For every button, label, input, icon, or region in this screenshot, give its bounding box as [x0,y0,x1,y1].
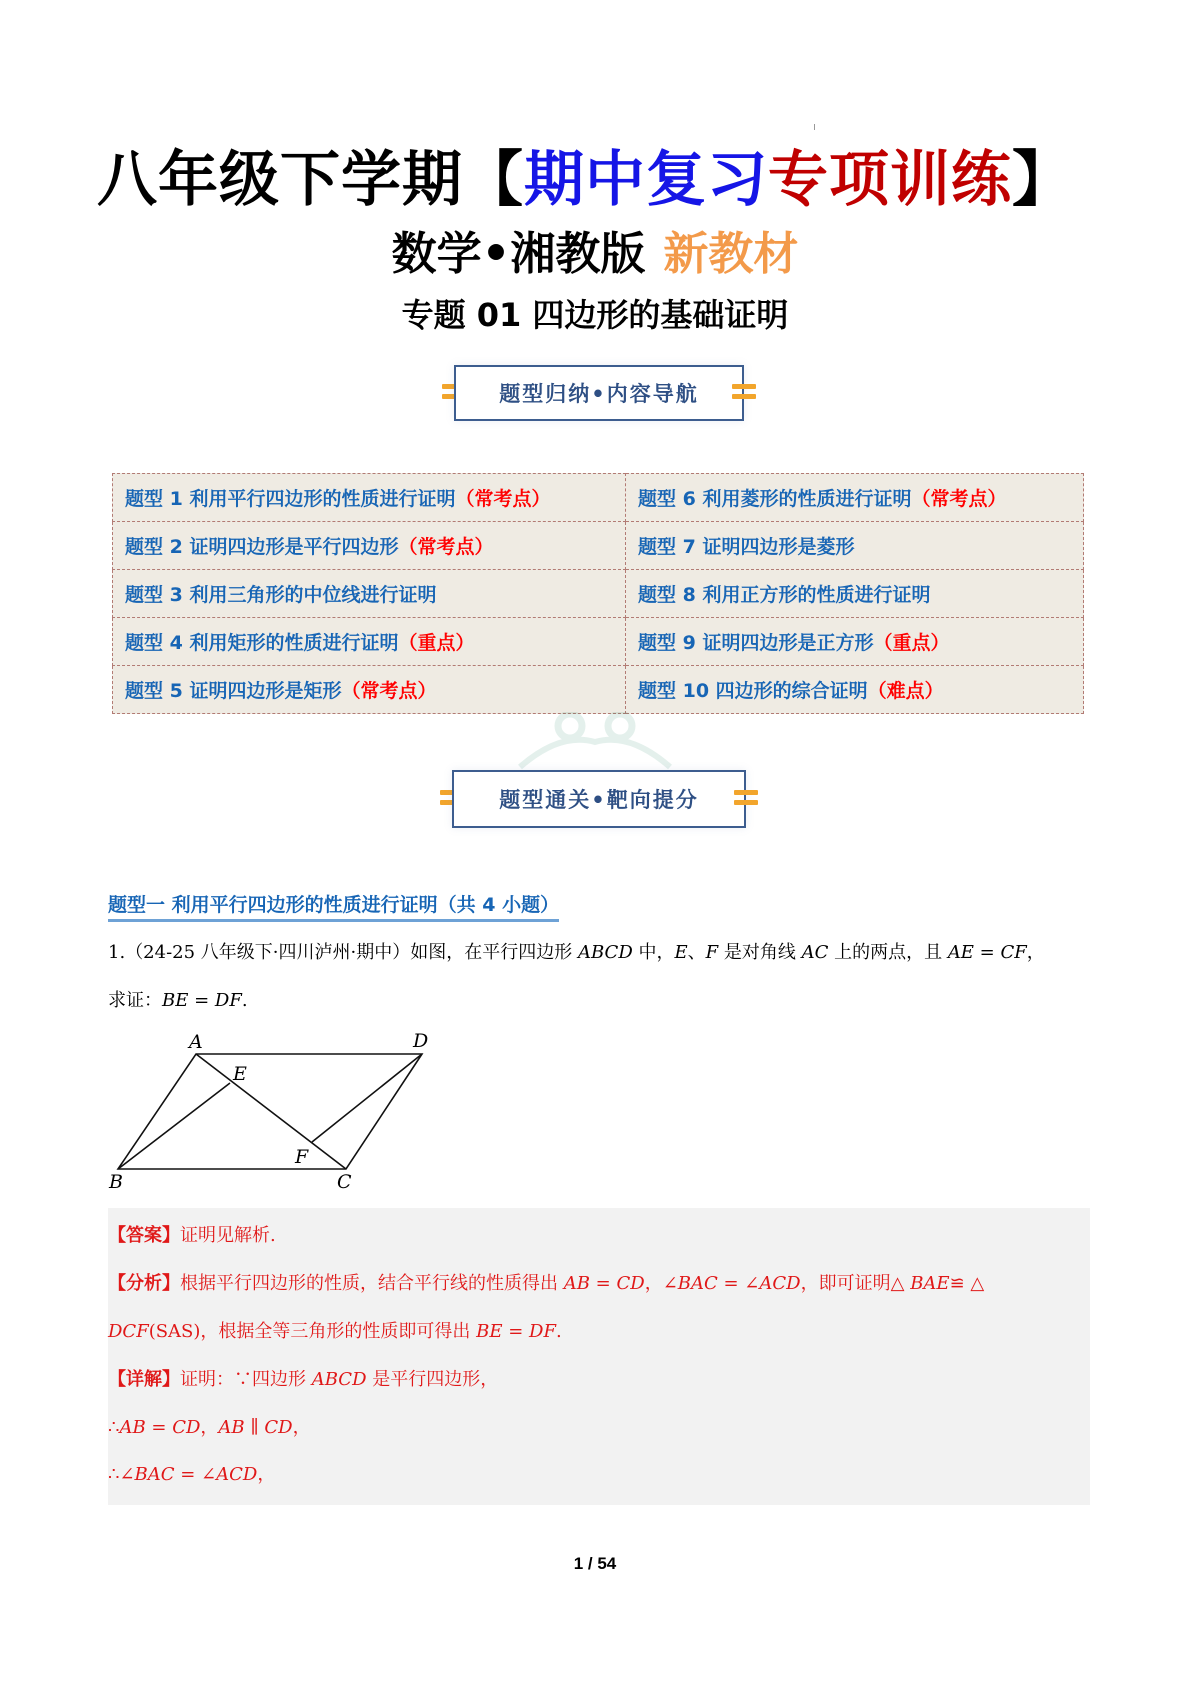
answer-panel [108,1208,1090,1505]
diagonal-ac [196,1054,346,1169]
title-bracket-open: 【 [463,145,524,215]
document-title [0,142,1170,218]
math-abcd: ABCD [577,942,633,963]
nav-banner-label: 题型归纳•内容导航 [499,382,699,406]
math-bae: BAE [910,1273,950,1294]
question-text: 是对角线 [718,942,802,963]
math-e: E [674,942,688,963]
toc-item-4[interactable] [113,618,626,666]
math-abcd: ABCD [311,1369,367,1390]
toc-item-label: 题型 8 利用正方形的性质进行证明 [638,584,931,606]
toc-item-label: 题型 7 证明四边形是菱形 [638,536,855,558]
question-text: . [241,990,248,1011]
therefore-symbol: ∴ [108,1417,120,1438]
toc-item-label: 题型 10 四边形的综合证明 [638,680,868,702]
topic-heading: 专题 01 四边形的基础证明 [401,296,789,334]
toc-item-tag: （难点） [867,680,944,702]
toc-item-2[interactable] [113,522,626,570]
analysis-text: ，即可证明△ [800,1273,911,1294]
analysis-text: (SAS)，根据全等三角形的性质即可得出 [148,1321,477,1342]
math-ab-cd: AB = CD [119,1417,201,1438]
document-subtitle [0,224,1190,284]
toc-item-5[interactable] [113,666,626,714]
toc-table [112,473,1084,714]
analysis-tag: 【分析】 [108,1273,180,1294]
question-text: 、 [687,942,706,963]
toc-item-6[interactable] [626,474,1084,522]
label-f: F [295,1146,309,1168]
label-c: C [337,1171,352,1193]
question-text: 中， [632,942,675,963]
toc-item-tag: （重点） [873,632,950,654]
analysis-text: 根据平行四边形的性质，结合平行线的性质得出 [180,1273,564,1294]
question-text: ， [1026,942,1045,963]
detail-text: 是平行四边形， [366,1369,499,1390]
toc-item-1[interactable] [113,474,626,522]
title-bracket-close: 】 [1012,145,1073,215]
label-d: D [413,1030,429,1052]
header-tick-mark [814,124,815,130]
toc-item-label: 题型 5 证明四边形是矩形 [125,680,342,702]
nav-banner-practice [438,770,760,828]
detail-text: ， [257,1464,276,1485]
answer-text: 证明见解析. [180,1225,276,1246]
toc-item-10[interactable] [626,666,1084,714]
detail-tag: 【详解】 [108,1369,180,1390]
nav-banner-frame [454,365,744,421]
answer-tag: 【答案】 [108,1225,180,1246]
toc-item-7[interactable] [626,522,1084,570]
parallelogram-figure [100,1030,460,1200]
toc-item-tag: （常考点） [398,536,494,558]
analysis-text: ， [644,1273,663,1294]
segment-be [118,1083,230,1169]
page-indicator: 1 / 54 [573,1554,617,1573]
label-a: A [189,1031,203,1053]
math-be-df: BE = DF [476,1321,556,1342]
question-number: 1. [108,942,126,963]
question-text: 上的两点，且 [828,942,948,963]
prove-math: BE = DF [162,990,242,1011]
question-source: （24-25 八年级下·四川泸州·期中） [125,942,411,963]
toc-item-tag: （重点） [398,632,475,654]
toc-item-8[interactable] [626,570,1084,618]
math-dcf: DCF [108,1321,149,1342]
segment-df [312,1054,422,1142]
toc-item-9[interactable] [626,618,1084,666]
math-ac: AC [801,942,829,963]
math-ab-parallel-cd: AB ∥ CD [218,1417,293,1438]
analysis-line-2 [108,1319,562,1345]
toc-row [113,618,1084,666]
question-text: 如图，在平行四边形 [410,942,578,963]
toc-item-label: 题型 9 证明四边形是正方形 [638,632,874,654]
analysis-text: . [555,1321,562,1342]
detail-line-2 [108,1415,311,1441]
question-line-2 [108,988,248,1014]
toc-item-label: 题型 2 证明四边形是平行四边形 [125,536,399,558]
toc-item-label: 题型 3 利用三角形的中位线进行证明 [125,584,437,606]
math-angle-eq: ∠BAC = ∠ACD [662,1273,801,1294]
nav-banner-toc [440,365,758,421]
title-blue-part: 期中复习 [524,145,768,215]
toc-row [113,474,1084,522]
toc-row [113,570,1084,618]
nav-banner-frame [452,770,746,828]
math-f: F [705,942,719,963]
math-ab-cd: AB = CD [563,1273,645,1294]
math-angle-eq: ∠BAC = ∠ACD [119,1464,258,1485]
toc-item-tag: （常考点） [455,488,551,510]
watermark-logo-icon [500,712,690,770]
title-prefix: 八年级下学期 [97,145,463,215]
toc-row [113,522,1084,570]
toc-item-3[interactable] [113,570,626,618]
label-b: B [109,1171,123,1193]
orange-bars-icon-right [732,384,756,400]
analysis-text: ≌ △ [949,1273,985,1294]
title-red-part: 专项训练 [768,145,1012,215]
answer-line [108,1223,276,1249]
label-e: E [233,1063,247,1085]
toc-item-label: 题型 1 利用平行四边形的性质进行证明 [125,488,456,510]
toc-item-tag: （常考点） [341,680,437,702]
nav-banner-label: 题型通关•靶向提分 [499,788,699,812]
section-heading: 题型一 利用平行四边形的性质进行证明（共 4 小题） [108,892,559,922]
toc-item-tag: （常考点） [911,488,1007,510]
prove-label: 求证： [108,990,162,1011]
toc-item-label: 题型 6 利用菱形的性质进行证明 [638,488,912,510]
math-ae-cf: AE = CF [947,942,1027,963]
orange-bars-icon-right [734,790,758,806]
question-line-1 [108,940,1045,966]
detail-text: ， [200,1417,219,1438]
subtitle-main: 数学•湘教版 [391,227,646,280]
therefore-symbol: ∴ [108,1464,120,1485]
detail-line-1 [108,1367,498,1393]
detail-text: ， [292,1417,311,1438]
detail-text: 证明：∵四边形 [180,1369,312,1390]
toc-item-label: 题型 4 利用矩形的性质进行证明 [125,632,399,654]
detail-line-3 [108,1462,275,1488]
subtitle-accent: 新教材 [663,227,799,280]
toc-row [113,666,1084,714]
analysis-line-1 [108,1271,984,1297]
